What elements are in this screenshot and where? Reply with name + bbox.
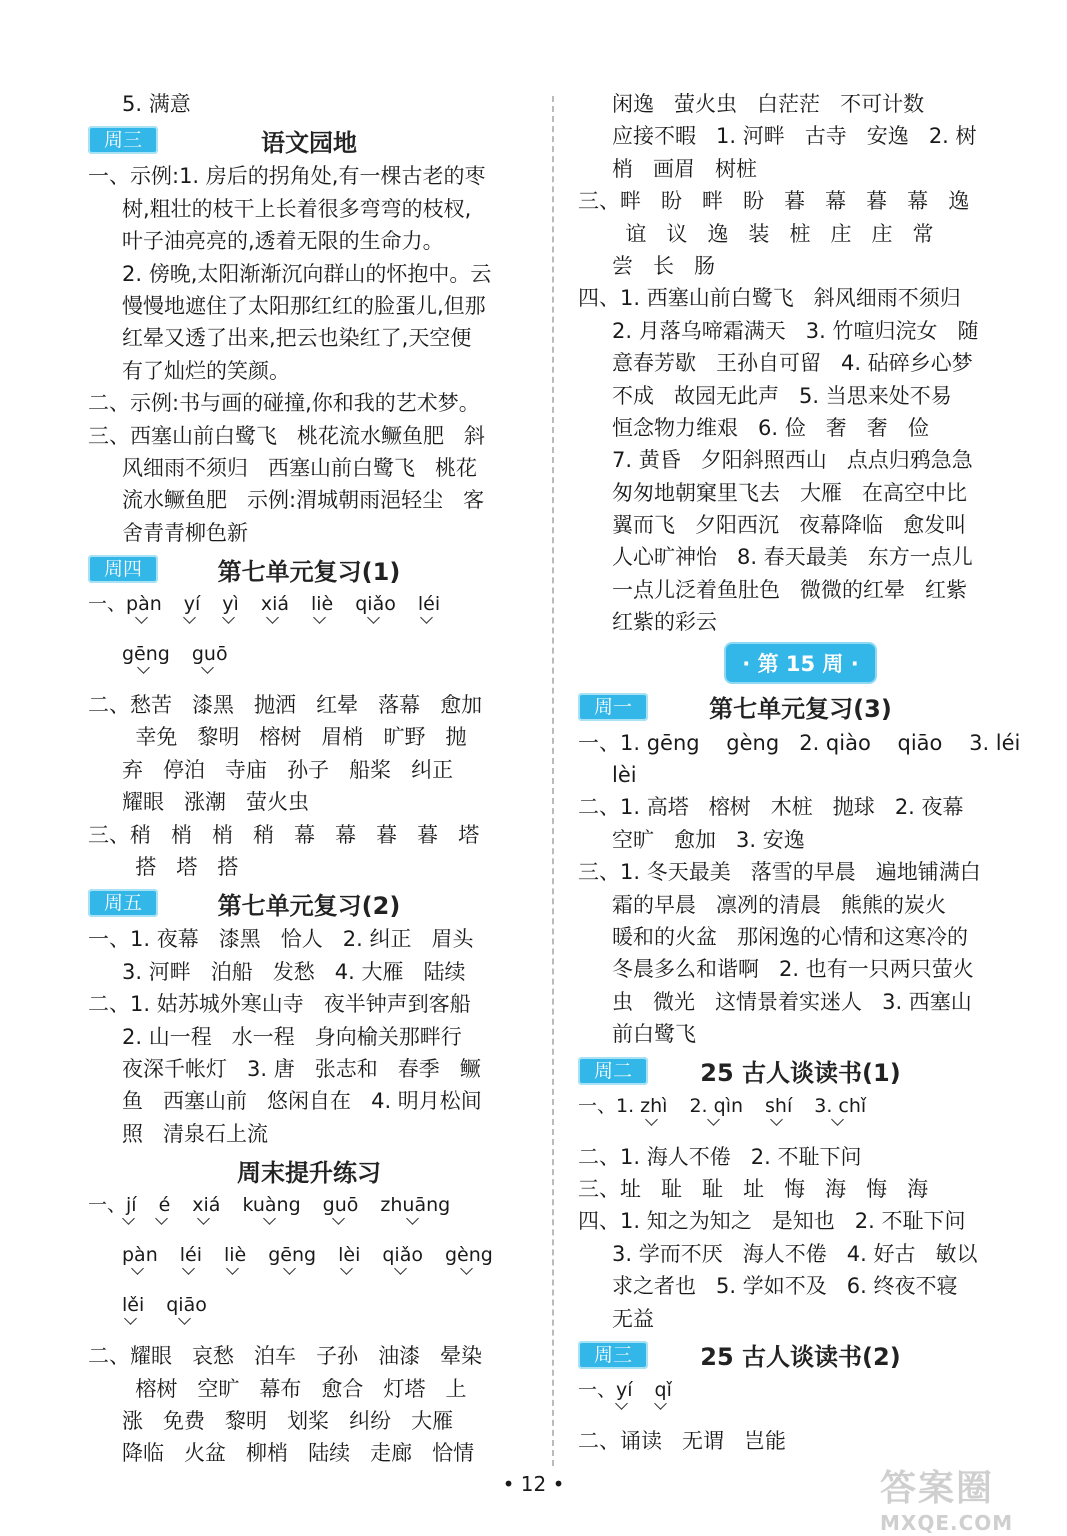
pinyin-answer: xiá: [192, 1194, 221, 1217]
answer-line: 3. 学而不厌 海人不倦 4. 好古 敏以: [612, 1241, 978, 1266]
watermark-line1: 答案圈: [880, 1468, 995, 1509]
page-number-value: 12: [520, 1472, 547, 1496]
answer-line: 风细雨不须归 西塞山前白鹭飞 桃花: [122, 455, 478, 480]
answer-line: 四、1. 西塞山前白鹭飞 斜风细雨不须归: [578, 286, 961, 311]
pinyin-answer: 3. chǐ: [814, 1094, 867, 1117]
pinyin-answer: pàn: [126, 593, 162, 616]
pinyin-answer: léi: [417, 593, 441, 616]
answer-line: 鱼 西塞山前 悠闲自在 4. 明月松间: [122, 1089, 482, 1114]
section-header: [88, 120, 530, 160]
answer-line: 三、1. 冬天最美 落雪的早晨 遍地铺满白: [578, 860, 981, 885]
answer-line: 霜的早晨 凛冽的清晨 熊熊的炭火: [612, 892, 947, 917]
answer-line: 二、1. 姑苏城外寒山寺 夜半钟声到客船: [88, 992, 471, 1017]
answer-line: 空旷 愈加 3. 安逸: [612, 827, 805, 852]
pinyin-answer: zhì: [640, 1094, 668, 1117]
pinyin-line: [578, 1091, 1023, 1141]
answer-line: 榕树 空旷 幕布 愈合 灯塔 上: [122, 1376, 467, 1401]
pinyin-answer: léi: [179, 1244, 202, 1267]
section-header: [88, 883, 530, 923]
answer-line: 一、示例:1. 房后的拐角处,有一棵古老的枣: [88, 164, 486, 189]
answer-line: 有了灿烂的笑颜。: [122, 358, 290, 383]
day-tag: 周五: [88, 889, 158, 917]
day-tag: 周二: [578, 1057, 648, 1085]
answer-line: 二、1. 海人不倦 2. 不耻下问: [578, 1144, 862, 1169]
pinyin-line: [88, 1290, 530, 1340]
answer-line: 2. 山一程 水一程 身向榆关那畔行: [122, 1024, 462, 1049]
pinyin-answer: lěi: [122, 1294, 145, 1317]
answer-line: 7. 黄昏 夕阳斜照西山 点点归鸦急急: [612, 448, 973, 473]
answer-line: 意春芳歇 王孙自可留 4. 砧碎乡心梦: [612, 351, 973, 376]
pinyin-answer: qiāo: [166, 1294, 207, 1317]
pinyin-answer: yì: [222, 593, 239, 616]
day-tag: 周一: [578, 693, 648, 721]
pinyin-answer: yí: [616, 1378, 633, 1401]
week-label: · 第 15 周 ·: [724, 642, 876, 684]
pinyin-answer: jí: [126, 1194, 137, 1217]
answer-line: 红紫的彩云: [612, 610, 717, 635]
answer-line: 四、1. 知之为知之 是知也 2. 不耻下问: [578, 1209, 966, 1234]
watermark-line2: MXQE.COM: [880, 1511, 1014, 1535]
pinyin-answer: qiǎo: [355, 593, 396, 616]
section-title: 周末提升练习: [237, 1158, 381, 1187]
answer-line: 3. 河畔 泊船 发愁 4. 大雁 陆续: [122, 959, 466, 984]
pinyin-answer: é: [158, 1194, 171, 1217]
pinyin-answer: liè: [311, 593, 334, 616]
day-tag: 周三: [578, 1341, 648, 1369]
answer-line: 谊 议 逸 装 桩 庄 庄 常: [612, 221, 934, 246]
answer-line: 一、1. gēng gèng 2. qiào qiāo 3. léi: [578, 730, 1021, 755]
answer-line: 二、诵读 无谓 岂能: [578, 1428, 787, 1453]
section-title: 第七单元复习(2): [217, 891, 401, 920]
week-banner: [578, 639, 1023, 687]
answer-line: 弃 停泊 寺庙 孙子 船桨 纠正: [122, 757, 454, 782]
answer-line: 照 清泉石上流: [122, 1121, 269, 1146]
pinyin-answer: qiǎo: [382, 1244, 423, 1267]
item-prefix: 一、1.: [578, 1094, 641, 1117]
pinyin-answer: pàn: [122, 1244, 158, 1267]
answer-line: 2. 傍晚,太阳渐渐沉向群山的怀抱中。云: [122, 261, 492, 286]
answer-line: 暖和的火盆 那闲逸的心情和这寒冷的: [612, 924, 969, 949]
section-header: [578, 1335, 1023, 1375]
day-tag: 周三: [88, 126, 158, 154]
item-prefix: 一、: [88, 593, 127, 616]
pinyin-line: [88, 589, 530, 639]
section-header: [578, 1051, 1023, 1091]
pinyin-answer: xiá: [260, 593, 289, 616]
section-title: 语文园地: [261, 128, 357, 157]
pinyin-answer: guō: [322, 1194, 359, 1217]
section-header: [88, 549, 530, 589]
pinyin-answer: 2. qìn: [689, 1094, 744, 1117]
answer-line: 慢慢地遮住了太阳那红红的脸蛋儿,但那: [122, 293, 486, 318]
answer-line: 恒念物力维艰 6. 俭 奢 奢 俭: [612, 415, 929, 440]
answer-line: 夜深千帐灯 3. 唐 张志和 春季 鳜: [122, 1056, 481, 1081]
pinyin-line: [88, 1240, 530, 1290]
section-title: 25 古人谈读书(1): [700, 1059, 901, 1088]
answer-line: 二、1. 高塔 榕树 木桩 抛球 2. 夜幕: [578, 795, 964, 820]
pinyin-answer: kuàng: [242, 1194, 301, 1217]
answer-line: 翼而飞 夕阳西沉 夜幕降临 愈发叫: [612, 513, 967, 538]
answer-line: 一点儿泛着鱼肚色 微微的红晕 红紫: [612, 577, 968, 602]
answer-line: 三、址 耻 耻 址 悔 海 悔 海: [578, 1176, 929, 1201]
answer-line: 幸免 黎明 榕树 眉梢 旷野 抛: [122, 725, 467, 750]
answer-line: 一、1. 夜幕 漆黑 恰人 2. 纠正 眉头: [88, 927, 474, 952]
page-number: • 12 •: [502, 1472, 565, 1496]
pinyin-answer: qǐ: [654, 1378, 672, 1401]
answer-line: 冬晨多么和谐啊 2. 也有一只两只萤火: [612, 957, 974, 982]
answer-line: 尝 长 肠: [612, 253, 716, 278]
answer-line: 求之者也 5. 学如不及 6. 终夜不寝: [612, 1274, 958, 1299]
section-title: 第七单元复习(3): [709, 695, 892, 724]
section-header: [578, 687, 1023, 727]
pinyin-answer: guō: [191, 643, 228, 666]
answer-line: 红晕又透了出来,把云也染红了,天空便: [122, 326, 472, 351]
answer-line: 匆匆地朝窠里飞去 大雁 在高空中比: [612, 480, 968, 505]
pinyin-answer: gèng: [444, 1244, 493, 1267]
answer-line: 流水鳜鱼肥 示例:渭城朝雨浥轻尘 客: [122, 488, 485, 513]
section-title: 25 古人谈读书(2): [700, 1343, 901, 1372]
answer-line: 三、稍 梢 梢 稍 幕 幕 暮 暮 塔: [88, 822, 480, 847]
answer-line: 舍青青柳色新: [122, 520, 248, 545]
answer-line: 三、西塞山前白鹭飞 桃花流水鳜鱼肥 斜: [88, 423, 486, 448]
pinyin-answer: lèi: [338, 1244, 361, 1267]
answer-line: 前白鹭飞: [612, 1022, 696, 1047]
answer-line: 二、示例:书与画的碰撞,你和我的艺术梦。: [88, 391, 480, 416]
answer-line: 闲逸 萤火虫 白茫茫 不可计数: [612, 92, 925, 116]
answer-line: 二、愁苦 漆黑 抛洒 红晕 落幕 愈加: [88, 693, 483, 718]
answer-line: lèi: [612, 763, 637, 788]
answer-line: 二、耀眼 哀愁 泊车 子孙 油漆 晕染: [88, 1344, 483, 1369]
answer-line: 树,粗壮的枝干上长着很多弯弯的枝杈,: [122, 196, 472, 221]
answer-line: 5. 满意: [122, 92, 191, 116]
answer-line: 无益: [612, 1306, 654, 1331]
answer-line: 应接不暇 1. 河畔 古寺 安逸 2. 树: [612, 124, 977, 149]
pinyin-answer: shí: [765, 1094, 793, 1117]
pinyin-line: [88, 639, 530, 689]
answer-line: 搭 塔 搭: [122, 855, 239, 880]
answer-line: 涨 免费 黎明 划桨 纠纷 大雁: [122, 1408, 454, 1433]
pinyin-answer: liè: [224, 1244, 247, 1267]
pinyin-answer: gēng: [268, 1244, 317, 1267]
pinyin-answer: zhuāng: [380, 1194, 451, 1217]
answer-line: 2. 月落乌啼霜满天 3. 竹喧归浣女 随: [612, 318, 979, 343]
column-divider: [552, 96, 554, 1466]
right-column: [578, 88, 1023, 1457]
answer-line: 三、畔 盼 畔 盼 暮 幕 暮 幕 逸: [578, 189, 970, 214]
pinyin-answer: gēng: [122, 643, 170, 666]
item-prefix: 一、: [578, 1378, 617, 1401]
answer-line: 不成 故园无此声 5. 当思来处不易: [612, 383, 952, 408]
pinyin-line: [578, 1375, 1023, 1425]
section-title: 第七单元复习(1): [217, 557, 401, 586]
answer-line: 人心旷神怡 8. 春天最美 东方一点儿: [612, 545, 973, 570]
left-column: [88, 88, 530, 1470]
answer-line: 耀眼 涨潮 萤火虫: [122, 790, 310, 815]
answer-line: 梢 画眉 树桩: [612, 156, 758, 181]
pinyin-answer: yí: [183, 593, 201, 616]
item-prefix: 一、: [88, 1194, 127, 1217]
watermark-logo: [880, 1460, 1058, 1535]
pinyin-line: [88, 1190, 530, 1240]
day-tag: 周四: [88, 555, 158, 583]
section-header: [88, 1150, 530, 1190]
answer-line: 降临 火盆 柳梢 陆续 走廊 恰情: [122, 1441, 475, 1466]
answer-line: 叶子油亮亮的,透着无限的生命力。: [122, 229, 444, 254]
answer-line: 虫 微光 这情景着实迷人 3. 西塞山: [612, 989, 972, 1014]
